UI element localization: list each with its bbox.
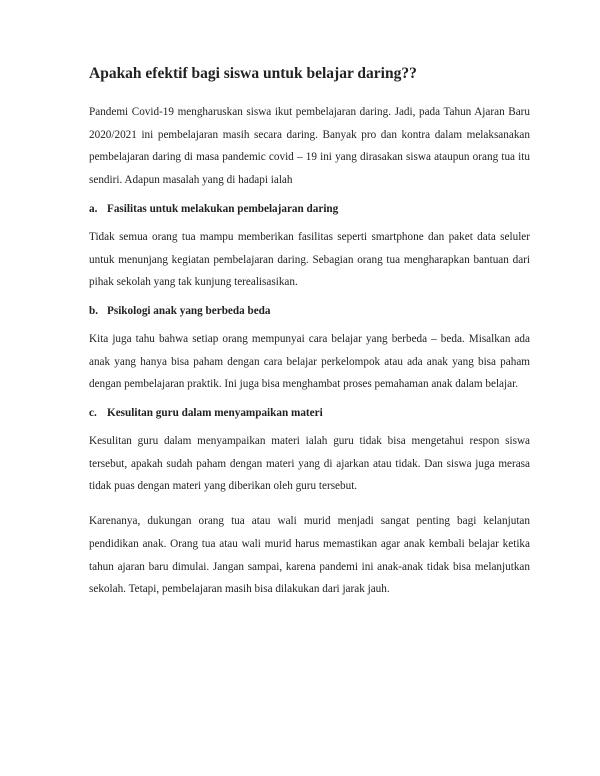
section-heading-text: Psikologi anak yang berbeda beda: [107, 304, 271, 317]
section-body: Tidak semua orang tua mampu memberikan fasilitas seperti smartphone dan paket data seluler untuk menunjang kegiatan pembelajaran daring. Sebagian orang tua mengharapkan bantuan dari pihak sekolah yang tak kunjung terealisasikan.: [89, 230, 530, 289]
section-marker: b.: [89, 304, 99, 317]
section-heading: [89, 304, 530, 318]
section-c: [89, 406, 530, 498]
conclusion-paragraph: Karenanya, dukungan orang tua atau wali murid menjadi sangat penting bagi kelanjutan pendidikan anak. Orang tua atau wali murid harus memastikan agar anak kembali belajar ketika tahun ajaran baru dimulai. Jangan sampai, karena pandemi ini anak-anak tidak bisa melanjutkan sekolah. Tetapi, pembelajaran masih bisa dilakukan dari jarak jauh.: [89, 515, 530, 596]
section-heading-text: Fasilitas untuk melakukan pembelajaran daring: [107, 202, 339, 215]
section-body: Kita juga tahu bahwa setiap orang mempunyai cara belajar yang berbeda – beda. Misalkan ada anak yang hanya bisa paham dengan cara belajar perkelompok atau ada anak yang bisa paham dengan pembelajaran praktik. Ini juga bisa menghambat proses pemahaman anak dalam belajar.: [89, 332, 530, 391]
section-heading: [89, 406, 530, 420]
section-body: Kesulitan guru dalam menyampaikan materi ialah guru tidak bisa mengetahui respon siswa tersebut, apakah sudah paham dengan materi yang di ajarkan atau tidak. Dan siswa juga merasa tidak puas dengan materi yang diberikan oleh guru tersebut.: [89, 435, 530, 493]
section-marker: a.: [89, 202, 98, 215]
document-title: Apakah efektif bagi siswa untuk belajar daring??: [89, 65, 417, 82]
section-heading: [89, 202, 530, 216]
section-heading-text: Kesulitan guru dalam menyampaikan materi: [107, 407, 323, 420]
section-marker: c.: [89, 407, 97, 420]
section-b: [89, 304, 530, 396]
intro-paragraph: Pandemi Covid-19 mengharuskan siswa ikut pembelajaran daring. Jadi, pada Tahun Ajaran Baru 2020/2021 ini pembelajaran masih secara daring. Banyak pro dan kontra dalam melaksanakan pembelajaran daring di masa pandemic covid – 19 ini yang dirasakan siswa ataupun orang tua itu sendiri. Adapun masalah yang di hadapi ialah: [89, 106, 530, 187]
section-a: [89, 202, 530, 294]
